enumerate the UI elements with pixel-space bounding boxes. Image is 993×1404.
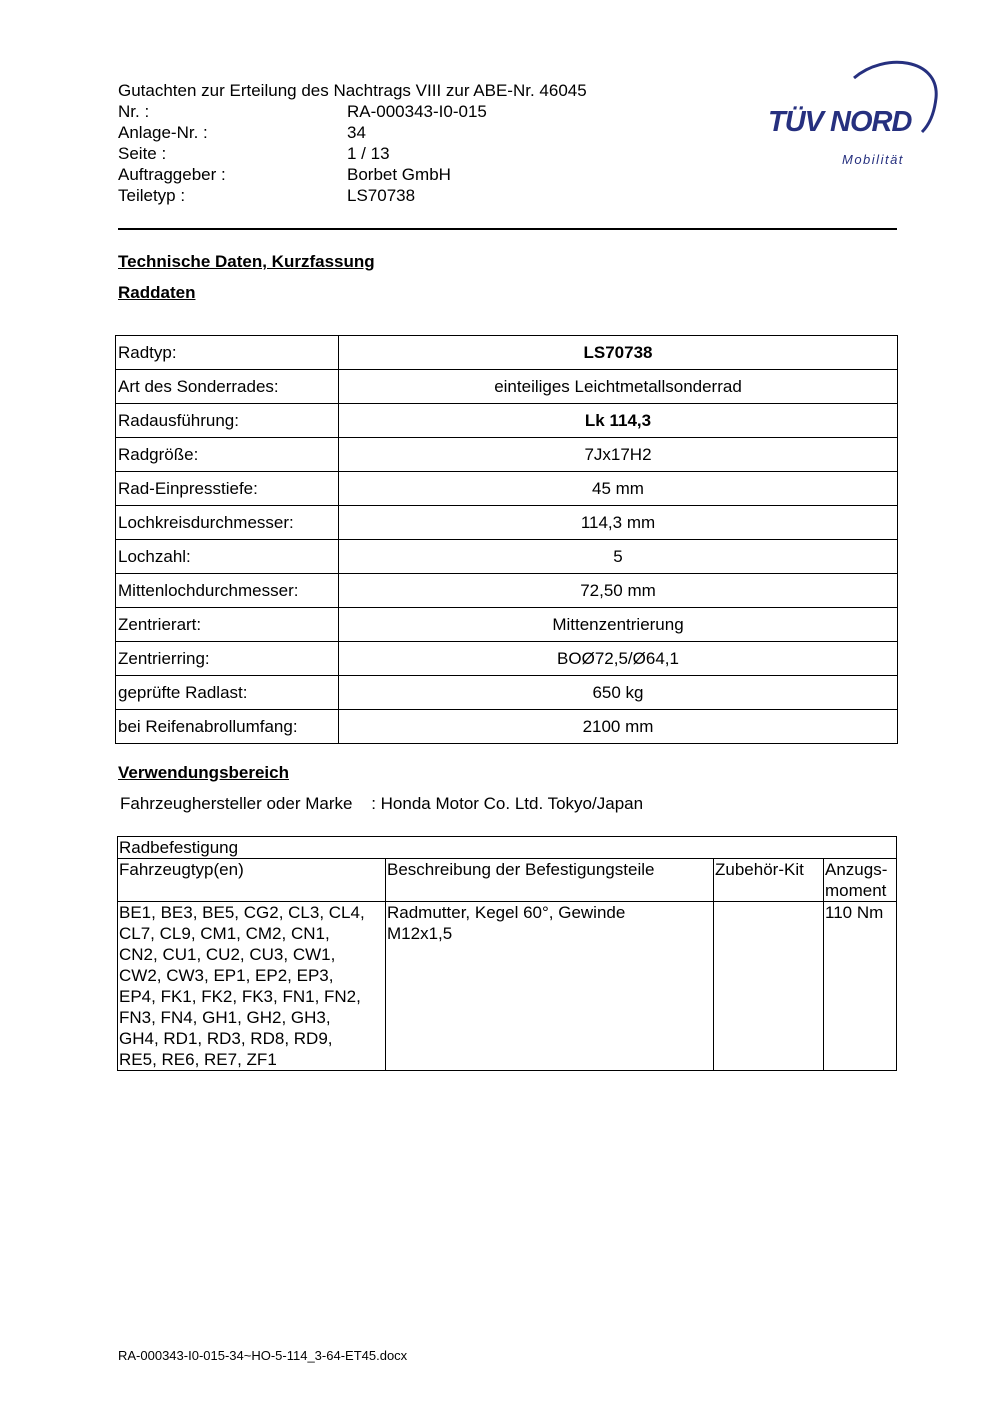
row-label: Art des Sonderrades: bbox=[116, 370, 339, 404]
mounting-title: Radbefestigung bbox=[118, 837, 897, 859]
header-row-seite bbox=[118, 143, 587, 164]
header-value: RA-000343-I0-015 bbox=[347, 102, 487, 121]
header-label: Anlage-Nr. : bbox=[118, 123, 208, 142]
wheel-data-table bbox=[115, 335, 898, 744]
row-value: 650 kg bbox=[339, 676, 898, 710]
kit-cell bbox=[714, 902, 824, 1071]
vehicle-types-cell bbox=[118, 902, 386, 1071]
header-kit: Zubehör-Kit bbox=[714, 859, 824, 902]
row-value: 45 mm bbox=[339, 472, 898, 506]
header-description: Beschreibung der Befestigungsteile bbox=[386, 859, 714, 902]
tuv-nord-logo bbox=[764, 56, 944, 176]
torque-cell: 110 Nm bbox=[824, 902, 897, 1071]
header-value: Borbet GmbH bbox=[347, 165, 451, 184]
header-torque-line: moment bbox=[825, 881, 887, 900]
vehicle-types-line: CL7, CL9, CM1, CM2, CN1, bbox=[119, 924, 330, 943]
header-value: 1 / 13 bbox=[347, 144, 390, 163]
table-row bbox=[116, 370, 898, 404]
row-label: Radtyp: bbox=[116, 336, 339, 370]
row-value: Mittenzentrierung bbox=[339, 608, 898, 642]
logo-subtitle: Mobilität bbox=[842, 152, 904, 167]
table-row bbox=[118, 902, 897, 1071]
row-label: Mittenlochdurchmesser: bbox=[116, 574, 339, 608]
row-label: Zentrierring: bbox=[116, 642, 339, 676]
table-row bbox=[116, 540, 898, 574]
row-value: 114,3 mm bbox=[339, 506, 898, 540]
table-row bbox=[116, 608, 898, 642]
row-label: Radgröße: bbox=[116, 438, 339, 472]
section-title: Technische Daten, Kurzfassung bbox=[118, 252, 375, 271]
document-title: Gutachten zur Erteilung des Nachtrags VIII zur ABE-Nr. 46045 bbox=[118, 81, 587, 100]
table-row bbox=[116, 676, 898, 710]
row-value: BOØ72,5/Ø64,1 bbox=[339, 642, 898, 676]
header-label: Nr. : bbox=[118, 102, 150, 121]
row-label: bei Reifenabrollumfang: bbox=[116, 710, 339, 744]
row-label: geprüfte Radlast: bbox=[116, 676, 339, 710]
row-value: 7Jx17H2 bbox=[339, 438, 898, 472]
vehicle-types-line: GH4, RD1, RD3, RD8, RD9, bbox=[119, 1029, 333, 1048]
header-value: 34 bbox=[347, 123, 366, 142]
description-cell bbox=[386, 902, 714, 1071]
header-label: Teiletyp : bbox=[118, 186, 186, 205]
header-label: Seite : bbox=[118, 144, 167, 163]
table-row bbox=[116, 574, 898, 608]
vehicle-types-line: RE5, RE6, RE7, ZF1 bbox=[119, 1050, 277, 1069]
manufacturer-value: Honda Motor Co. Ltd. Tokyo/Japan bbox=[380, 794, 644, 813]
document-header bbox=[118, 80, 587, 206]
description-line: M12x1,5 bbox=[387, 924, 453, 943]
table-header-row bbox=[118, 859, 897, 902]
header-label: Auftraggeber : bbox=[118, 165, 226, 184]
row-label: Radausführung: bbox=[116, 404, 339, 438]
row-label: Lochzahl: bbox=[116, 540, 339, 574]
usage-title: Verwendungsbereich bbox=[118, 763, 289, 782]
header-row-anlage bbox=[118, 122, 587, 143]
table-row bbox=[116, 438, 898, 472]
description-line: Radmutter, Kegel 60°, Gewinde bbox=[387, 903, 626, 922]
header-torque-line: Anzugs- bbox=[825, 860, 888, 879]
row-value: 5 bbox=[339, 540, 898, 574]
row-value: 2100 mm bbox=[339, 710, 898, 744]
row-label: Zentrierart: bbox=[116, 608, 339, 642]
table-row bbox=[116, 506, 898, 540]
table-row bbox=[116, 710, 898, 744]
vehicle-types-line: FN3, FN4, GH1, GH2, GH3, bbox=[119, 1008, 331, 1027]
table-row bbox=[116, 642, 898, 676]
table-row bbox=[116, 336, 898, 370]
footer-filename: RA-000343-I0-015-34~HO-5-114_3-64-ET45.docx bbox=[118, 1348, 408, 1363]
header-value: LS70738 bbox=[347, 186, 416, 205]
header-divider bbox=[118, 228, 897, 230]
row-label: Lochkreisdurchmesser: bbox=[116, 506, 339, 540]
header-row-teiletyp bbox=[118, 185, 587, 206]
header-row-nr bbox=[118, 101, 587, 122]
vehicle-types-line: EP4, FK1, FK2, FK3, FN1, FN2, bbox=[119, 987, 361, 1006]
mounting-table bbox=[117, 836, 897, 1071]
vehicle-types-line: CN2, CU1, CU2, CU3, CW1, bbox=[119, 945, 336, 964]
logo-brand: TÜV NORD bbox=[768, 106, 912, 138]
row-value: 72,50 mm bbox=[339, 574, 898, 608]
manufacturer-line bbox=[120, 794, 643, 814]
manufacturer-colon: : bbox=[371, 794, 376, 813]
header-torque bbox=[824, 859, 897, 902]
vehicle-types-line: BE1, BE3, BE5, CG2, CL3, CL4, bbox=[119, 903, 365, 922]
header-vehicle-types: Fahrzeugtyp(en) bbox=[118, 859, 386, 902]
row-value: LS70738 bbox=[339, 336, 898, 370]
row-value: Lk 114,3 bbox=[339, 404, 898, 438]
header-row-auftraggeber bbox=[118, 164, 587, 185]
table-row bbox=[116, 404, 898, 438]
row-label: Rad-Einpresstiefe: bbox=[116, 472, 339, 506]
manufacturer-label: Fahrzeughersteller oder Marke bbox=[120, 794, 353, 813]
row-value: einteiliges Leichtmetallsonderrad bbox=[339, 370, 898, 404]
table-row bbox=[116, 472, 898, 506]
vehicle-types-line: CW2, CW3, EP1, EP2, EP3, bbox=[119, 966, 334, 985]
raddaten-title: Raddaten bbox=[118, 283, 196, 302]
table-row bbox=[118, 837, 897, 859]
